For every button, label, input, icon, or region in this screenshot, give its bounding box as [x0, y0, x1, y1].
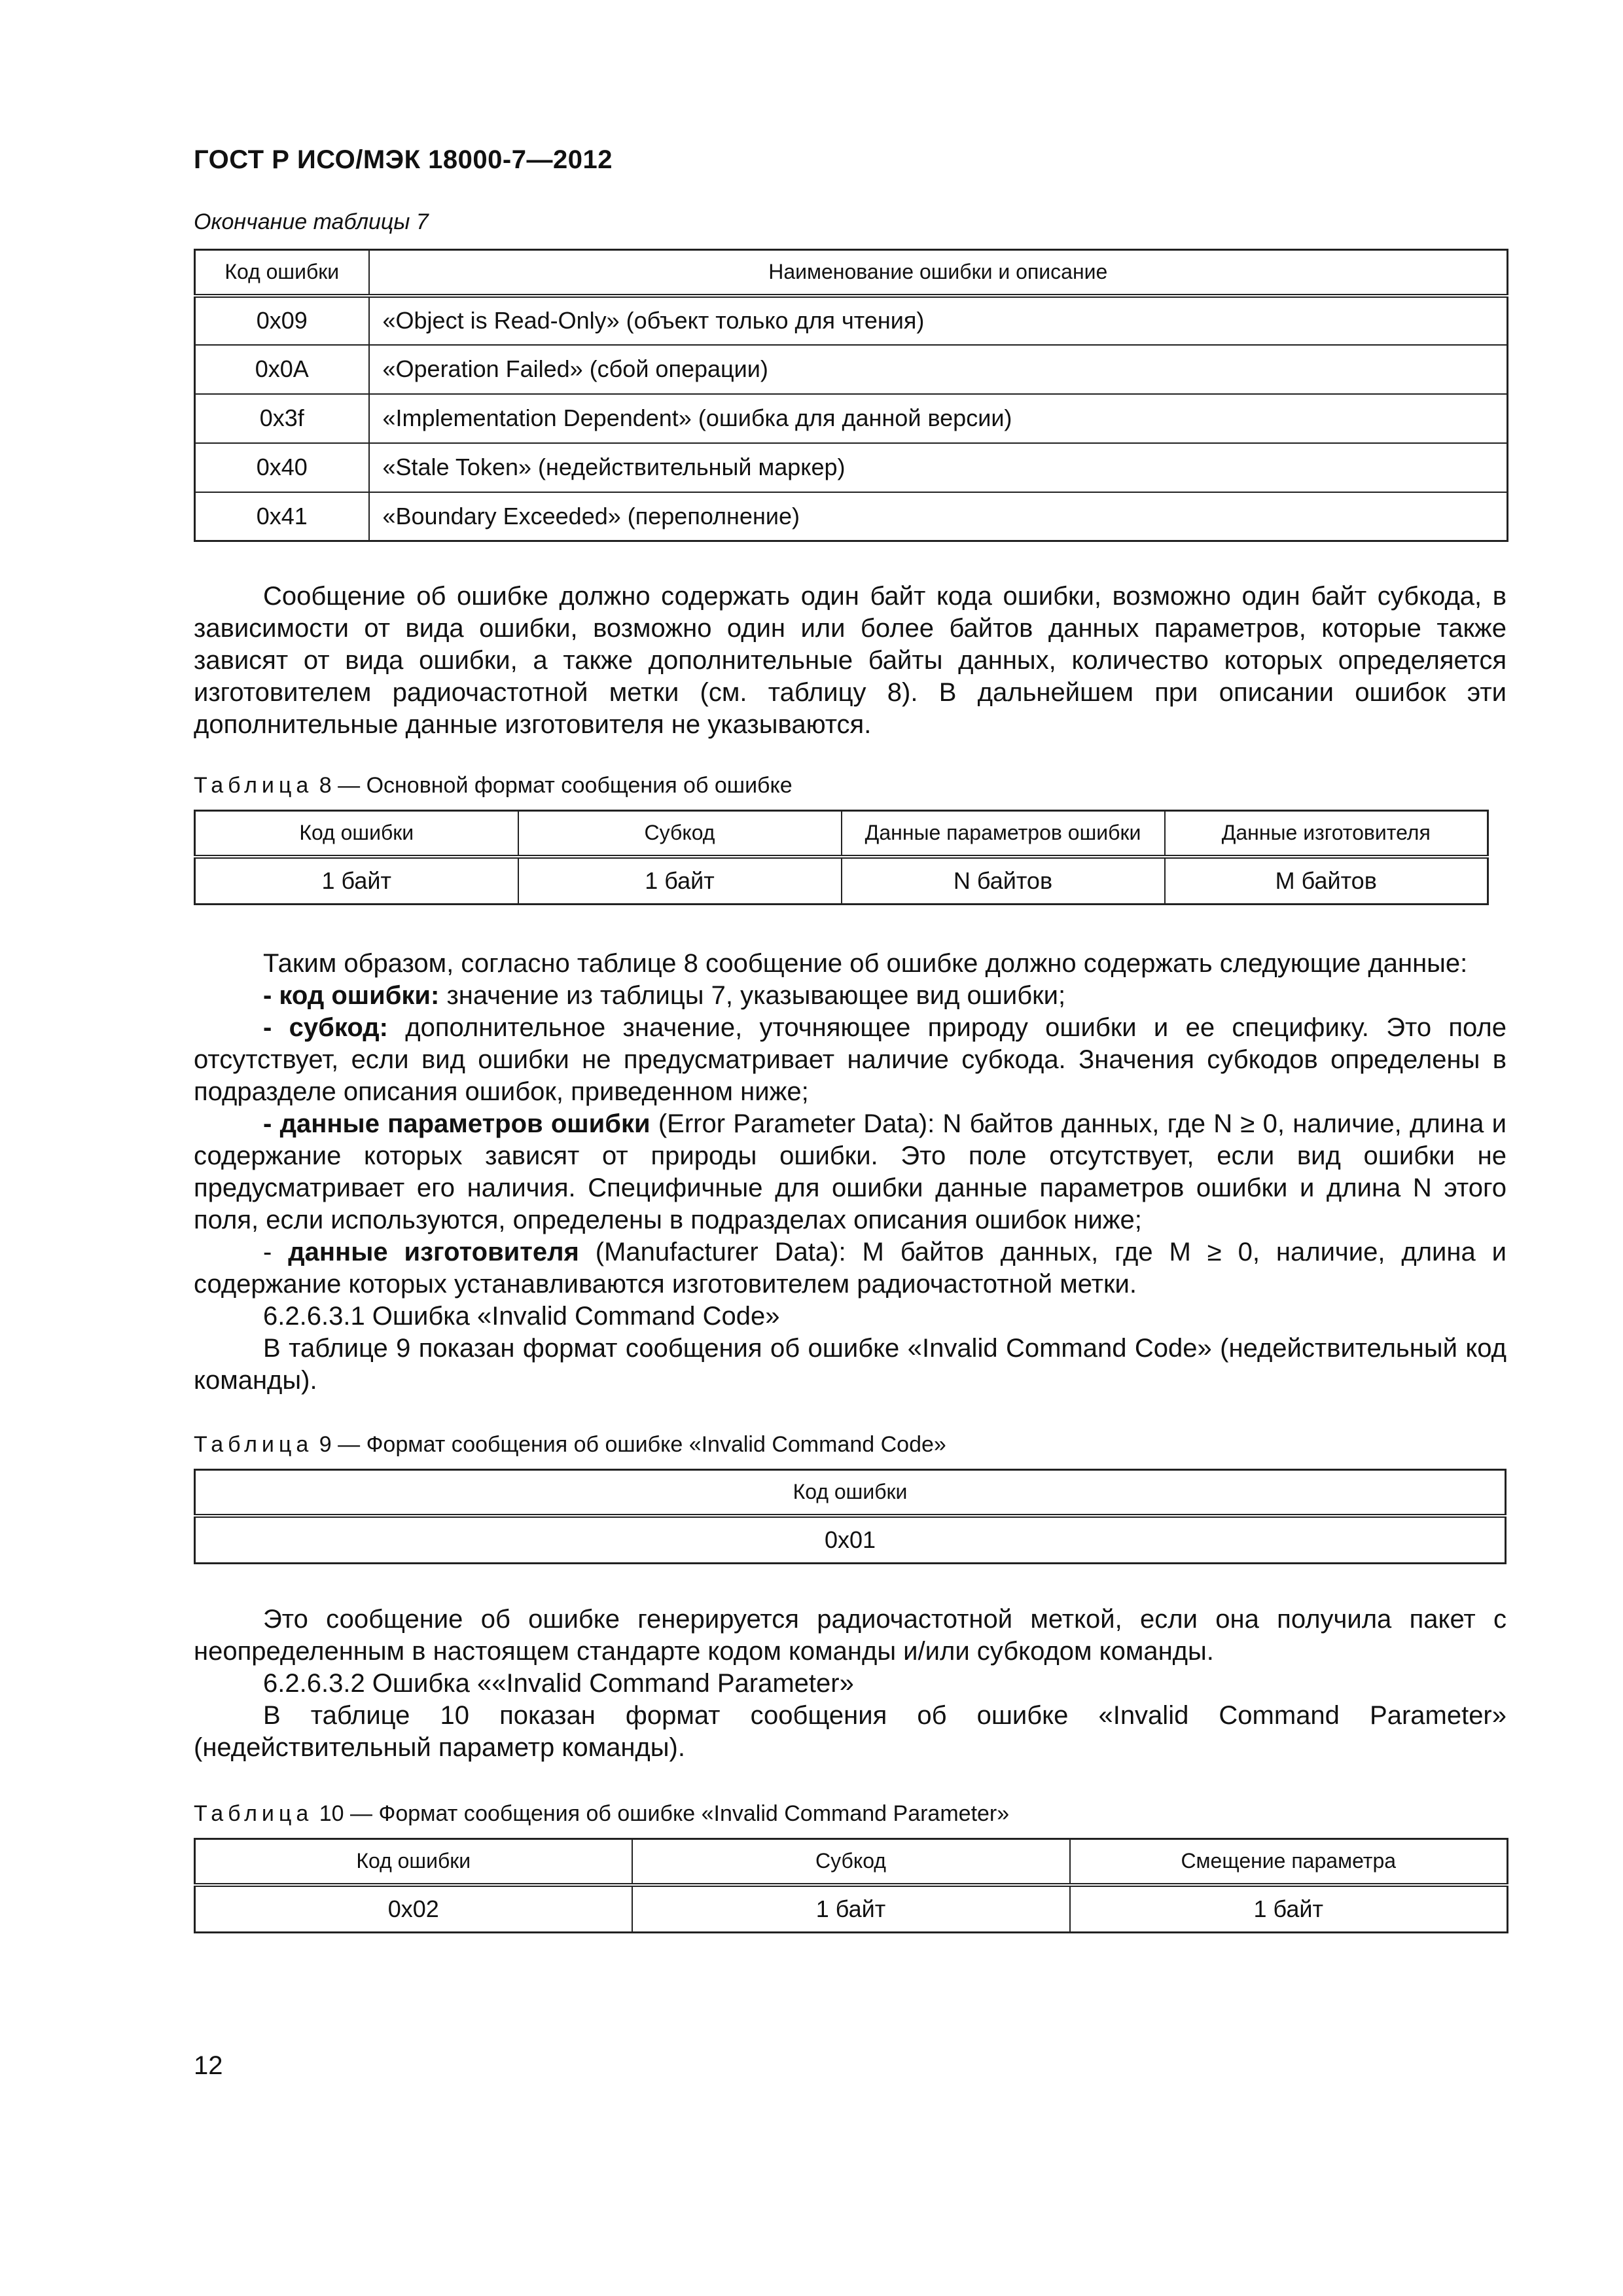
table-cell: M байтов — [1165, 857, 1488, 905]
table-number: 9 — [319, 1432, 332, 1457]
list-item-manufacturer-data — [194, 1236, 1507, 1300]
table-9 — [194, 1469, 1507, 1564]
term: - данные параметров ошибки — [263, 1109, 651, 1138]
table-10 — [194, 1838, 1508, 1933]
table-7 — [194, 249, 1508, 542]
paragraph-intro: Таким образом, согласно таблице 8 сообщение об ошибке должно содержать следующие данные: — [263, 949, 1468, 978]
table-cell: 1 байт — [632, 1885, 1070, 1933]
error-code-cell: 0x09 — [195, 296, 369, 345]
list-item-error-code — [194, 980, 1507, 1012]
body-paragraph-2 — [194, 948, 1507, 1397]
column-header: Данные изготовителя — [1165, 811, 1488, 857]
table-title: — Формат сообщения об ошибке «Invalid Command Code» — [338, 1432, 946, 1457]
table-number: 8 — [319, 773, 332, 798]
table10-caption — [194, 1801, 1009, 1827]
paragraph-text: Это сообщение об ошибке генерируется радиочастотной меткой, если она получила пакет с неопределенным в настоящем стандарте кодом команды и/или субкодом команды. — [194, 1605, 1507, 1666]
body-paragraph-3 — [194, 1604, 1507, 1764]
error-code-cell: 0x40 — [195, 443, 369, 492]
column-header: Данные параметров ошибки — [842, 811, 1165, 857]
table-row — [195, 857, 1488, 905]
column-header: Наименование ошибки и описание — [369, 250, 1508, 296]
error-description-cell: «Operation Failed» (сбой операции) — [369, 345, 1508, 394]
table-title: — Основной формат сообщения об ошибке — [338, 773, 793, 798]
term: - субкод: — [263, 1013, 388, 1042]
section-heading: 6.2.6.3.2 Ошибка ««Invalid Command Parameter» — [263, 1669, 854, 1698]
table-cell: 1 байт — [518, 857, 842, 905]
term-description: дополнительное значение, уточняющее природу ошибки и ее специфику. Это поле отсутствует, если вид ошибки не предусматривает наличие субкода. Значения субкодов определены в подразделе описания ошибок, приведенном ниже; — [194, 1013, 1507, 1106]
table7-continuation-caption: Окончание таблицы 7 — [194, 209, 429, 234]
section-heading: 6.2.6.3.1 Ошибка «Invalid Command Code» — [263, 1302, 780, 1331]
term-description: значение из таблицы 7, указывающее вид ошибки; — [439, 981, 1066, 1010]
table-cell: 1 байт — [1070, 1885, 1508, 1933]
table-row — [195, 443, 1508, 492]
column-header: Код ошибки — [195, 1839, 632, 1885]
error-code-cell: 0x3f — [195, 394, 369, 443]
term-description: (Manufacturer Data): M байтов данных, где M ≥ 0, наличие, длина и содержание которых устанавливаются изготовителем радиочастотной метки. — [194, 1238, 1507, 1299]
table-row — [195, 345, 1508, 394]
table-cell: 0x01 — [195, 1516, 1506, 1564]
error-description-cell: «Boundary Exceeded» (переполнение) — [369, 492, 1508, 541]
table-row — [195, 1885, 1508, 1933]
table9-caption — [194, 1432, 946, 1458]
paragraph-text: В таблице 10 показан формат сообщения об ошибке «Invalid Command Parameter» (недействительный параметр команды). — [194, 1701, 1507, 1762]
column-header: Субкод — [632, 1839, 1070, 1885]
list-item-subcode — [194, 1012, 1507, 1108]
column-header: Код ошибки — [195, 250, 369, 296]
table-cell: 1 байт — [195, 857, 518, 905]
page-number: 12 — [194, 2051, 223, 2080]
table-row — [195, 1516, 1506, 1564]
table-label: Таблица — [194, 1432, 313, 1457]
table-row — [195, 296, 1508, 345]
table-cell: N байтов — [842, 857, 1165, 905]
error-code-cell: 0x0A — [195, 345, 369, 394]
table-title: — Формат сообщения об ошибке «Invalid Command Parameter» — [350, 1801, 1010, 1826]
table-cell: 0x02 — [195, 1885, 632, 1933]
table-8 — [194, 810, 1489, 905]
list-item-error-parameter-data — [194, 1108, 1507, 1236]
term: - код ошибки: — [263, 981, 440, 1010]
column-header: Код ошибки — [195, 1470, 1506, 1516]
document-header: ГОСТ Р ИСО/МЭК 18000-7—2012 — [194, 145, 613, 174]
body-paragraph-1 — [194, 581, 1507, 741]
error-description-cell: «Implementation Dependent» (ошибка для данной версии) — [369, 394, 1508, 443]
table-label: Таблица — [194, 773, 313, 798]
table-row — [195, 492, 1508, 541]
table-row — [195, 394, 1508, 443]
list-dash: - — [263, 1238, 289, 1266]
column-header: Смещение параметра — [1070, 1839, 1508, 1885]
table-number: 10 — [319, 1801, 344, 1826]
paragraph-text: Сообщение об ошибке должно содержать один байт кода ошибки, возможно один байт субкода, в зависимости от вида ошибки, возможно один или более байтов данных параметров, которые также зависят от вида ошибки, а также дополнительные байты данных, количество которых определяется изготовителем радиочастотной метки (см. таблицу 8). В дальнейшем при описании ошибок эти дополнительные данные изготовителя не указываются. — [194, 582, 1507, 739]
table8-caption — [194, 773, 793, 798]
paragraph-text: В таблице 9 показан формат сообщения об ошибке «Invalid Command Code» (недействительный код команды). — [194, 1334, 1507, 1395]
error-description-cell: «Object is Read-Only» (объект только для чтения) — [369, 296, 1508, 345]
column-header: Субкод — [518, 811, 842, 857]
error-description-cell: «Stale Token» (недействительный маркер) — [369, 443, 1508, 492]
column-header: Код ошибки — [195, 811, 518, 857]
term-description: (Error Parameter Data): N байтов данных, где N ≥ 0, наличие, длина и содержание которых зависят от природы ошибки. Это поле отсутствует, если вид ошибки не предусматривает его наличия. Специфичные для ошибки данные параметров ошибки и длина N этого поля, если используются, определены в подразделах описания ошибок ниже; — [194, 1109, 1507, 1234]
term: данные изготовителя — [288, 1238, 579, 1266]
error-code-cell: 0x41 — [195, 492, 369, 541]
table-label: Таблица — [194, 1801, 313, 1826]
